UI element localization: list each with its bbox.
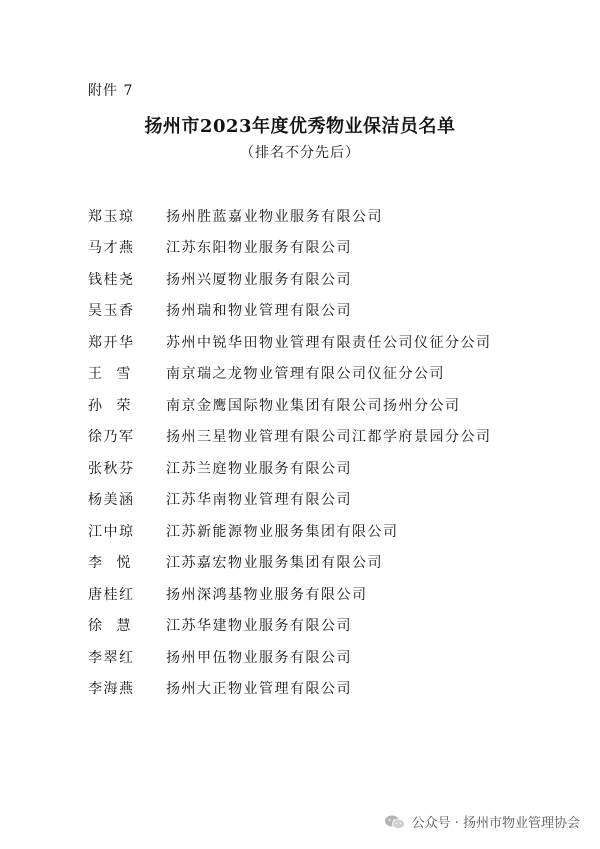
wechat-icon — [384, 814, 406, 830]
honoree-company: 江苏华建物业服务有限公司 — [166, 618, 352, 635]
page-subtitle: （排名不分先后） — [240, 145, 360, 161]
list-item — [88, 673, 492, 705]
honoree-company: 江苏新能源物业服务集团有限公司 — [166, 523, 399, 540]
honoree-name: 孙荣 — [88, 397, 132, 414]
list-item — [88, 326, 492, 358]
honoree-company: 扬州大正物业管理有限公司 — [166, 681, 352, 698]
honoree-name: 李海燕 — [88, 681, 135, 698]
honoree-name: 江中琼 — [88, 523, 135, 540]
list-item — [88, 200, 492, 232]
attachment-label: 附件 7 — [88, 83, 134, 99]
honoree-company: 江苏东阳物业服务有限公司 — [166, 240, 352, 257]
honoree-name: 张秋芬 — [88, 460, 135, 477]
honoree-company: 江苏嘉宏物业服务集团有限公司 — [166, 555, 383, 572]
honoree-name: 郑玉琼 — [88, 208, 135, 225]
list-item — [88, 452, 492, 484]
honoree-name: 钱桂尧 — [88, 271, 135, 288]
list-item — [88, 484, 492, 516]
list-item — [88, 421, 492, 453]
honoree-name: 马才燕 — [88, 240, 135, 257]
watermark-text: 公众号 · 扬州市物业管理协会 — [411, 816, 580, 831]
list-item — [88, 641, 492, 673]
honoree-company: 扬州三星物业管理有限公司江都学府景园分公司 — [166, 429, 492, 446]
honoree-name: 李翠红 — [88, 649, 135, 666]
honoree-company: 江苏华南物业管理有限公司 — [166, 492, 352, 509]
honoree-name: 王雪 — [88, 366, 132, 383]
honoree-company: 南京瑞之龙物业管理有限公司仪征分公司 — [166, 366, 445, 383]
list-item — [88, 389, 492, 421]
honoree-name: 唐桂红 — [88, 586, 135, 603]
page-title: 扬州市2023年度优秀物业保洁员名单 — [144, 116, 456, 137]
list-item — [88, 232, 492, 264]
honoree-company: 扬州甲伍物业服务有限公司 — [166, 649, 352, 666]
honoree-name: 徐慧 — [88, 618, 132, 635]
list-item — [88, 358, 492, 390]
honoree-name: 杨美涵 — [88, 492, 135, 509]
honoree-company: 扬州兴厦物业服务有限公司 — [166, 271, 352, 288]
list-item — [88, 515, 492, 547]
list-item — [88, 295, 492, 327]
list-item — [88, 547, 492, 579]
honoree-name: 郑开华 — [88, 334, 135, 351]
honoree-name: 李悦 — [88, 555, 132, 572]
list-item — [88, 263, 492, 295]
honoree-company: 扬州深鸿基物业服务有限公司 — [166, 586, 368, 603]
list-item — [88, 578, 492, 610]
watermark — [384, 812, 580, 831]
honoree-list — [88, 200, 492, 704]
honoree-name: 徐乃军 — [88, 429, 135, 446]
honoree-company: 扬州胜蓝嘉业物业服务有限公司 — [166, 208, 383, 225]
honoree-company: 苏州中锐华田物业管理有限责任公司仪征分公司 — [166, 334, 492, 351]
honoree-name: 吴玉香 — [88, 303, 135, 320]
honoree-company: 江苏兰庭物业服务有限公司 — [166, 460, 352, 477]
honoree-company: 南京金鹰国际物业集团有限公司扬州分公司 — [166, 397, 461, 414]
honoree-company: 扬州瑞和物业管理有限公司 — [166, 303, 352, 320]
list-item — [88, 610, 492, 642]
